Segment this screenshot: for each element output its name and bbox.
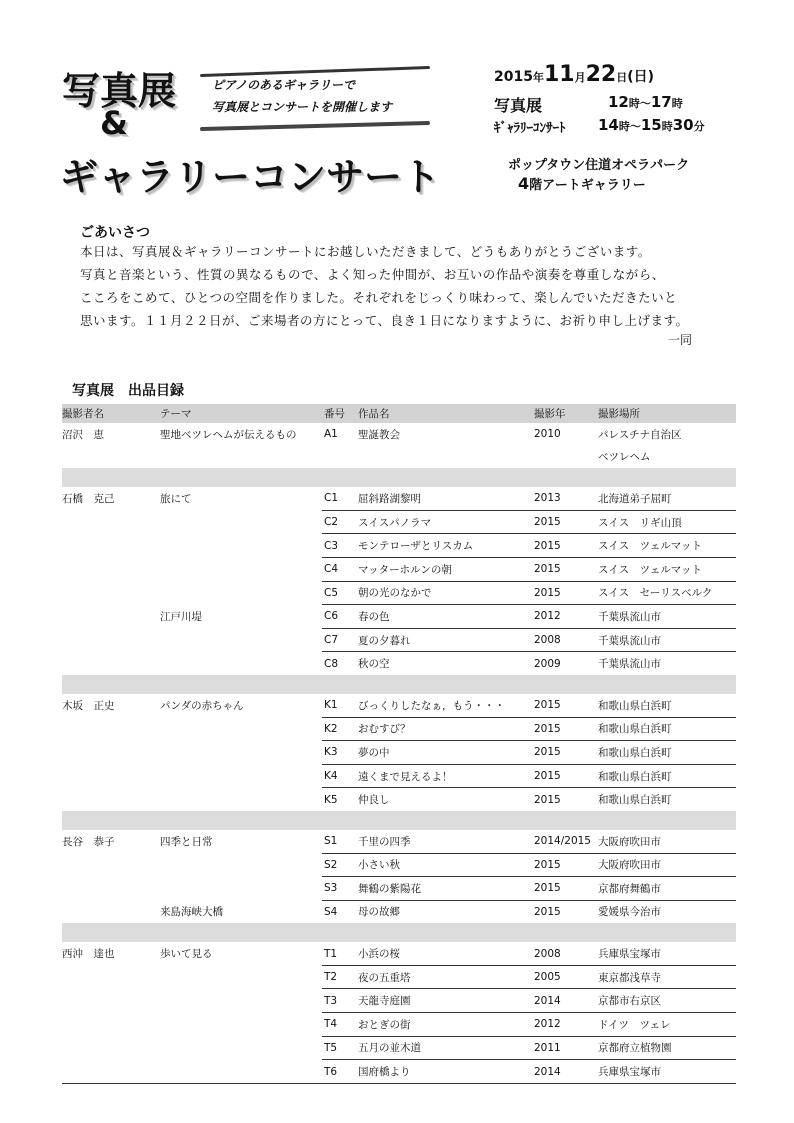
table-row	[62, 581, 736, 605]
cell-theme: パンダの赤ちゃん	[160, 699, 244, 712]
table-row	[62, 605, 736, 629]
table-row	[62, 446, 736, 469]
cell-theme: 旅にて	[160, 493, 192, 506]
separator-cell	[160, 811, 322, 830]
cell-theme	[160, 989, 322, 1013]
cell-theme	[160, 510, 322, 534]
table-row	[62, 628, 736, 652]
cell-theme	[160, 741, 322, 765]
cell-theme	[160, 1013, 322, 1037]
cell-location: 京都府舞鶴市	[598, 877, 736, 901]
cell-number: K1	[322, 694, 358, 717]
separator-cell	[598, 811, 736, 830]
cell-theme	[160, 788, 322, 811]
cell-year: 2015	[534, 717, 598, 741]
cell-work-title: 朝の光のなかで	[358, 581, 534, 605]
cell-work-title: おとぎの街	[358, 1013, 534, 1037]
header-work-title: 作品名	[358, 404, 534, 423]
title-line-2: &	[100, 104, 128, 142]
cell-photographer	[62, 900, 160, 923]
cell-number: C2	[322, 510, 358, 534]
cell-number: K4	[322, 764, 358, 788]
table-row	[62, 989, 736, 1013]
cell-work-title: 国府橋より	[358, 1060, 534, 1084]
cell-photographer	[62, 510, 160, 534]
cell-work-title: 天龍寺庭園	[358, 989, 534, 1013]
cell-theme	[160, 628, 322, 652]
greeting-paragraph-4: 思います。１１月２２日が、ご来場者の方にとって、良き１日になりますように、お祈り申し上げます。	[80, 313, 689, 328]
cell-work-title	[358, 446, 534, 469]
table-row	[62, 557, 736, 581]
cell-year: 2015	[534, 581, 598, 605]
separator-cell	[534, 468, 598, 487]
separator-cell	[62, 468, 160, 487]
event-date: 2015年11月22日(日)	[494, 62, 655, 87]
cell-location: パレスチナ自治区	[598, 428, 682, 441]
table-row	[62, 900, 736, 923]
cell-photographer: 木坂 正史	[62, 699, 115, 712]
separator-cell	[534, 675, 598, 694]
cell-year: 2015	[534, 741, 598, 765]
cell-number: S4	[324, 905, 338, 918]
separator-cell	[358, 675, 534, 694]
separator-cell	[160, 468, 322, 487]
separator-cell	[62, 811, 160, 830]
cell-theme	[160, 557, 322, 581]
venue-floor: 4階アートギャラリー	[518, 174, 646, 193]
greeting-title: ごあいさつ	[80, 225, 150, 241]
greeting-paragraph-1: 本日は、写真展＆ギャラリーコンサートにお越しいただきまして、どうもありがとうございます。	[80, 244, 651, 259]
cell-number: C3	[322, 534, 358, 558]
cell-year: 2015	[534, 557, 598, 581]
catalog-title: 写真展 出品目録	[72, 383, 184, 399]
cell-location: 大阪府吹田市	[598, 830, 736, 853]
cell-photographer	[62, 534, 160, 558]
table-row	[62, 652, 736, 675]
cell-work-title: 千里の四季	[358, 830, 534, 853]
cell-location: スイス セーリスベルク	[598, 581, 736, 605]
separator-cell	[598, 675, 736, 694]
cell-photographer	[62, 605, 160, 629]
table-row	[62, 1060, 736, 1084]
cell-location: 和歌山県白浜町	[598, 694, 736, 717]
separator-cell	[598, 468, 736, 487]
cell-photographer	[62, 581, 160, 605]
brush-stroke-bottom	[200, 121, 430, 131]
tagline-line-2: 写真展とコンサートを開催します	[212, 100, 393, 114]
cell-work-title: 夢の中	[358, 741, 534, 765]
cell-number: A1	[324, 428, 338, 441]
cell-theme	[160, 652, 322, 675]
separator-cell	[160, 923, 322, 942]
cell-work-title: 母の故郷	[358, 906, 400, 919]
cell-year: 2015	[534, 853, 598, 877]
cell-number: T3	[322, 989, 358, 1013]
cell-location: ベツレヘム	[598, 451, 651, 464]
cell-year: 2012	[534, 605, 598, 629]
cell-theme	[160, 581, 322, 605]
cell-work-title: 小浜の桜	[358, 942, 534, 965]
cell-photographer	[62, 788, 160, 811]
cell-year: 2005	[534, 965, 598, 989]
header-number: 番号	[322, 404, 358, 423]
cell-photographer	[62, 1013, 160, 1037]
cell-number: K5	[324, 793, 338, 806]
cell-location: 兵庫県宝塚市	[598, 1060, 736, 1084]
cell-year: 2015	[534, 764, 598, 788]
title-line-3: ギャラリーコンサート	[60, 155, 441, 199]
header-theme: テーマ	[160, 404, 322, 423]
cell-location: 和歌山県白浜町	[598, 717, 736, 741]
catalog-separator-row	[62, 468, 736, 487]
cell-year: 2014	[534, 1060, 598, 1084]
cell-photographer: 西沖 達也	[62, 948, 115, 961]
greeting-paragraph-2: 写真と音楽という、性質の異なるもので、よく知った仲間が、お互いの作品や演奏を尊重しながら、	[80, 267, 665, 282]
cell-location: 兵庫県宝塚市	[598, 942, 736, 965]
header-photographer: 撮影者名	[62, 404, 160, 423]
cell-photographer	[62, 989, 160, 1013]
cell-year: 2008	[534, 942, 598, 965]
cell-work-title: 仲良し	[358, 794, 390, 807]
table-row	[62, 1013, 736, 1037]
cell-year: 2011	[534, 1036, 598, 1060]
catalog-separator-row	[62, 923, 736, 942]
cell-work-title: びっくりしたなぁ，もう・・・	[358, 694, 534, 717]
cell-work-title: 夜の五重塔	[358, 965, 534, 989]
cell-photographer: 沼沢 恵	[62, 428, 104, 441]
photo-exhibit-label: 写真展	[494, 96, 543, 115]
title-line-1: 写真展	[62, 69, 177, 113]
cell-year: 2014/2015	[534, 830, 598, 853]
separator-cell	[358, 468, 534, 487]
cell-photographer	[62, 652, 160, 675]
table-row	[62, 717, 736, 741]
cell-photographer	[62, 717, 160, 741]
separator-cell	[160, 675, 322, 694]
photo-exhibit-time: 12時～17時	[608, 93, 683, 111]
separator-cell	[322, 811, 358, 830]
cell-photographer	[62, 853, 160, 877]
cell-number: C7	[322, 628, 358, 652]
cell-work-title: 春の色	[358, 605, 534, 629]
header-location: 撮影場所	[598, 404, 736, 423]
cell-year: 2015	[534, 905, 561, 918]
cell-theme: 来島海峡大橋	[160, 906, 223, 919]
cell-year: 2015	[534, 793, 561, 806]
cell-photographer	[62, 1060, 160, 1084]
table-row	[62, 741, 736, 765]
cell-year: 2015	[534, 877, 598, 901]
cell-number: C6	[322, 605, 358, 629]
cell-location: スイス ツェルマット	[598, 534, 736, 558]
cell-year: 2015	[534, 534, 598, 558]
separator-cell	[534, 811, 598, 830]
cell-work-title: モンテローザとリスカム	[358, 534, 534, 558]
cell-number: S3	[322, 877, 358, 901]
tagline-line-1: ピアノのあるギャラリーで	[212, 78, 356, 92]
separator-cell	[534, 923, 598, 942]
cell-number: S1	[322, 830, 358, 853]
cell-number: T1	[322, 942, 358, 965]
cell-work-title: 五月の並木道	[358, 1036, 534, 1060]
cell-year: 2012	[534, 1013, 598, 1037]
cell-location: 愛媛県今治市	[598, 906, 661, 919]
separator-cell	[62, 675, 160, 694]
cell-location: スイス ツェルマット	[598, 557, 736, 581]
cell-photographer: 石橋 克己	[62, 493, 115, 506]
table-row	[62, 764, 736, 788]
table-row	[62, 877, 736, 901]
cell-theme	[160, 877, 322, 901]
cell-theme: 四季と日常	[160, 835, 213, 848]
cell-location: 和歌山県白浜町	[598, 741, 736, 765]
separator-cell	[322, 468, 358, 487]
cell-number: T4	[322, 1013, 358, 1037]
cell-photographer	[62, 764, 160, 788]
cell-year: 2014	[534, 989, 598, 1013]
separator-cell	[322, 923, 358, 942]
table-row	[62, 853, 736, 877]
cell-number: C4	[322, 557, 358, 581]
cell-theme: 聖地ベツレヘムが伝えるもの	[160, 428, 297, 441]
cell-photographer	[62, 1036, 160, 1060]
cell-theme	[160, 853, 322, 877]
cell-year: 2009	[534, 657, 561, 670]
table-row	[62, 487, 736, 510]
catalog-separator-row	[62, 811, 736, 830]
catalog-table	[62, 404, 736, 1084]
cell-theme	[160, 1036, 322, 1060]
cell-number: T6	[322, 1060, 358, 1084]
separator-cell	[62, 923, 160, 942]
cell-work-title: 舞鶴の紫陽花	[358, 877, 534, 901]
cell-year: 2015	[534, 694, 598, 717]
cell-number: C1	[322, 487, 358, 510]
cell-number: C8	[324, 657, 339, 670]
concert-label: ｷﾞｬﾗﾘｰｺﾝｻｰﾄ	[494, 121, 566, 136]
cell-year: 2008	[534, 628, 598, 652]
separator-cell	[598, 923, 736, 942]
header-year: 撮影年	[534, 404, 598, 423]
cell-location: 東京都浅草寺	[598, 965, 736, 989]
table-row	[62, 1036, 736, 1060]
cell-location: ドイツ ツェレ	[598, 1013, 736, 1037]
table-row	[62, 788, 736, 811]
greeting-paragraph-3: こころをこめて、ひとつの空間を作りました。それぞれをじっくり味わって、楽しんでいただきたいと	[80, 290, 678, 305]
cell-photographer	[62, 741, 160, 765]
cell-location: 和歌山県白浜町	[598, 794, 672, 807]
cell-number: T5	[322, 1036, 358, 1060]
cell-photographer	[62, 628, 160, 652]
catalog-separator-row	[62, 675, 736, 694]
cell-location: 京都市右京区	[598, 989, 736, 1013]
table-row	[62, 694, 736, 717]
cell-number: T2	[322, 965, 358, 989]
cell-year: 2010	[534, 428, 561, 441]
cell-location: 千葉県流山市	[598, 628, 736, 652]
cell-number: S2	[322, 853, 358, 877]
cell-theme: 歩いて見る	[160, 948, 213, 961]
table-row	[62, 510, 736, 534]
cell-location: 千葉県流山市	[598, 658, 661, 671]
cell-number: K2	[322, 717, 358, 741]
cell-work-title: 秋の空	[358, 658, 390, 671]
cell-theme	[160, 534, 322, 558]
table-row	[62, 942, 736, 965]
cell-work-title: 小さい秋	[358, 853, 534, 877]
cell-theme: 江戸川堤	[160, 610, 202, 623]
catalog-header-row	[62, 404, 736, 423]
cell-location: 北海道弟子屈町	[598, 487, 736, 510]
cell-location: 京都府立植物園	[598, 1036, 736, 1060]
separator-cell	[322, 675, 358, 694]
cell-photographer: 長谷 恭子	[62, 835, 115, 848]
cell-theme	[160, 1060, 322, 1084]
cell-number: K3	[322, 741, 358, 765]
table-row	[62, 423, 736, 446]
cell-photographer	[62, 557, 160, 581]
cell-work-title: 聖誕教会	[358, 428, 400, 441]
cell-year	[534, 446, 598, 469]
tagline-banner	[200, 68, 430, 126]
cell-year: 2013	[534, 487, 598, 510]
table-row	[62, 965, 736, 989]
cell-photographer	[62, 446, 160, 469]
separator-cell	[358, 811, 534, 830]
cell-number: C5	[322, 581, 358, 605]
cell-number	[322, 446, 358, 469]
cell-work-title: 遠くまで見えるよ！	[358, 764, 534, 788]
cell-location: 和歌山県白浜町	[598, 764, 736, 788]
cell-photographer	[62, 877, 160, 901]
cell-theme	[160, 446, 322, 469]
cell-location: 千葉県流山市	[598, 605, 736, 629]
cell-work-title: マッターホルンの朝	[358, 557, 534, 581]
cell-location: スイス リギ山頂	[598, 510, 736, 534]
cell-work-title: スイスパノラマ	[358, 510, 534, 534]
cell-theme	[160, 764, 322, 788]
catalog-body	[62, 423, 736, 1083]
cell-year: 2015	[534, 510, 598, 534]
concert-time: 14時～15時30分	[598, 116, 705, 134]
cell-theme	[160, 965, 322, 989]
cell-photographer	[62, 965, 160, 989]
cell-work-title: 屈斜路湖黎明	[358, 487, 534, 510]
cell-work-title: おむすび？	[358, 717, 534, 741]
greeting-signature: 一同	[668, 333, 693, 347]
table-row	[62, 534, 736, 558]
table-row	[62, 830, 736, 853]
venue-name: ポップタウン住道オペラパーク	[508, 158, 690, 173]
cell-work-title: 夏の夕暮れ	[358, 628, 534, 652]
cell-location: 大阪府吹田市	[598, 853, 736, 877]
cell-theme	[160, 717, 322, 741]
separator-cell	[358, 923, 534, 942]
